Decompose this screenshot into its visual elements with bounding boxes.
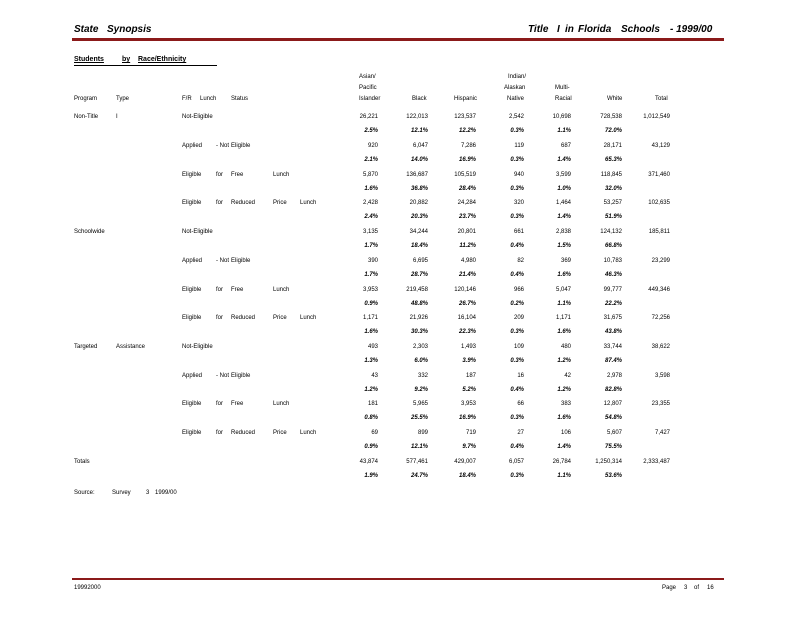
source-label: Source: (74, 490, 95, 496)
cell-count: 82 (517, 258, 524, 264)
cell-count: 1,171 (555, 315, 571, 321)
cell-count: 369 (560, 258, 571, 264)
row-status-part: Not-Eligible (182, 229, 213, 235)
report-title-year: - 1999/00 (670, 24, 713, 35)
cell-count: 16,104 (457, 315, 476, 321)
row-status-part: Reduced (231, 315, 256, 321)
cell-count: 5,047 (555, 287, 571, 293)
row-status-part: Price (273, 200, 287, 206)
subheading-race: Race/Ethnicity (138, 56, 187, 63)
row-status-part: - Not (216, 373, 230, 379)
cell-count: 38,622 (651, 344, 670, 350)
col-indian-1: Indian/ (508, 74, 527, 80)
row-type: Assistance (116, 344, 146, 350)
source-name: Survey (112, 490, 131, 496)
cell-count: 187 (465, 373, 476, 379)
cell-percent: 0.3% (510, 473, 524, 479)
cell-percent: 51.9% (604, 214, 622, 220)
row-status-part: Applied (182, 143, 203, 149)
cell-count: 3,953 (362, 287, 378, 293)
cell-count: 371,460 (648, 172, 670, 178)
cell-count: 966 (513, 287, 524, 293)
row-program: Schoolwide (74, 229, 105, 235)
source-year: 1999/00 (155, 490, 177, 496)
cell-count: 920 (367, 143, 378, 149)
source-num: 3 (146, 490, 150, 496)
col-total: Total (655, 96, 668, 102)
cell-percent: 65.3% (604, 157, 622, 163)
row-status-part: Reduced (231, 200, 256, 206)
cell-percent: 9.7% (462, 444, 476, 450)
cell-percent: 24.7% (410, 473, 428, 479)
row-status-part: Free (231, 172, 244, 178)
cell-percent: 0.3% (510, 128, 524, 134)
col-indian-3: Native (507, 96, 525, 102)
cell-count: 7,286 (460, 143, 476, 149)
cell-percent: 1.5% (557, 243, 571, 249)
row-status-part: Lunch (300, 315, 317, 321)
cell-count: 449,346 (648, 287, 670, 293)
cell-percent: 1.1% (557, 473, 571, 479)
cell-count: 2,333,487 (643, 459, 670, 465)
cell-count: 43 (371, 373, 378, 379)
row-status-part: Price (273, 315, 287, 321)
cell-count: 2,428 (362, 200, 378, 206)
row-status-part: for (216, 430, 224, 436)
col-asian-2: Pacific (359, 85, 377, 91)
cell-count: 124,132 (600, 229, 622, 235)
cell-percent: 25.5% (410, 415, 428, 421)
cell-count: 390 (367, 258, 378, 264)
cell-count: 23,299 (651, 258, 670, 264)
row-program: Non-Title (74, 114, 99, 120)
cell-percent: 12.2% (458, 128, 476, 134)
row-status-part: Eligible (182, 401, 202, 407)
col-hispanic: Hispanic (454, 96, 478, 102)
footer-page-label: Page (662, 585, 677, 591)
cell-count: 3,598 (654, 373, 670, 379)
cell-percent: 1.1% (557, 301, 571, 307)
cell-percent: 11.2% (459, 243, 476, 249)
col-multi-2: Racial (555, 96, 572, 102)
cell-count: 43,129 (651, 143, 670, 149)
cell-count: 109 (513, 344, 524, 350)
cell-count: 577,461 (406, 459, 428, 465)
cell-percent: 1.6% (364, 186, 378, 192)
cell-count: 136,687 (406, 172, 428, 178)
cell-count: 3,135 (362, 229, 378, 235)
footer-of: of (694, 585, 700, 591)
cell-percent: 16.9% (458, 415, 476, 421)
cell-percent: 0.3% (510, 214, 524, 220)
cell-percent: 0.3% (510, 329, 524, 335)
cell-count: 181 (367, 401, 378, 407)
col-type: Type (116, 96, 130, 102)
subheading-students: Students (74, 56, 104, 63)
footer-page-total: 16 (707, 585, 714, 591)
row-status-part: Applied (182, 258, 203, 264)
subheading-by: by (122, 56, 131, 63)
cell-count: 2,542 (508, 114, 524, 120)
row-status-part: for (216, 200, 224, 206)
cell-count: 7,427 (654, 430, 670, 436)
cell-percent: 2.5% (364, 128, 378, 134)
cell-count: 6,057 (508, 459, 524, 465)
col-black: Black (412, 96, 427, 102)
cell-percent: 0.3% (510, 415, 524, 421)
cell-percent: 30.3% (410, 329, 428, 335)
cell-count: 119 (514, 143, 524, 149)
row-status-part: Reduced (231, 430, 256, 436)
cell-percent: 66.8% (604, 243, 622, 249)
cell-count: 5,870 (362, 172, 378, 178)
cell-count: 3,953 (460, 401, 476, 407)
cell-percent: 2.4% (364, 214, 378, 220)
col-multi-1: Multi- (555, 85, 570, 91)
cell-count: 2,978 (606, 373, 622, 379)
cell-count: 1,493 (460, 344, 476, 350)
cell-percent: 0.3% (510, 358, 524, 364)
report-title-synopsis: Synopsis (107, 24, 152, 35)
cell-percent: 43.8% (604, 329, 622, 335)
row-status-part: - Not (216, 258, 230, 264)
cell-count: 21,926 (409, 315, 428, 321)
cell-count: 2,838 (555, 229, 571, 235)
cell-count: 66 (517, 401, 524, 407)
cell-count: 72,256 (651, 315, 670, 321)
cell-percent: 0.9% (364, 301, 378, 307)
cell-count: 20,801 (457, 229, 476, 235)
col-asian-3: Islander (359, 96, 381, 102)
row-status-part: Eligible (231, 258, 251, 264)
footer-page-num: 3 (684, 585, 688, 591)
row-status-part: for (216, 287, 224, 293)
cell-count: 493 (367, 344, 378, 350)
row-status-part: Not-Eligible (182, 344, 213, 350)
report-title-schools: Schools (621, 24, 660, 35)
cell-count: 209 (513, 315, 524, 321)
cell-count: 102,635 (648, 200, 670, 206)
cell-percent: 1.6% (557, 415, 571, 421)
row-status-part: Eligible (182, 200, 202, 206)
cell-count: 4,980 (460, 258, 476, 264)
cell-percent: 72.0% (604, 128, 622, 134)
cell-percent: 1.3% (364, 358, 378, 364)
col-status-status: Status (231, 96, 249, 102)
cell-percent: 48.8% (410, 301, 428, 307)
cell-percent: 3.9% (462, 358, 476, 364)
row-status-part: Price (273, 430, 287, 436)
cell-count: 26,221 (359, 114, 378, 120)
cell-count: 185,811 (648, 229, 670, 235)
cell-count: 661 (513, 229, 524, 235)
cell-percent: 87.4% (604, 358, 622, 364)
row-status-part: Lunch (273, 172, 290, 178)
cell-count: 2,303 (412, 344, 428, 350)
row-status-part: Free (231, 401, 244, 407)
report-title-in: in (565, 24, 574, 35)
cell-count: 332 (417, 373, 428, 379)
col-indian-2: Alaskan (504, 85, 526, 91)
cell-percent: 0.4% (510, 272, 524, 278)
cell-count: 16 (517, 373, 524, 379)
cell-count: 6,047 (412, 143, 428, 149)
cell-percent: 2.1% (364, 157, 378, 163)
cell-count: 383 (560, 401, 571, 407)
cell-count: 33,744 (603, 344, 622, 350)
cell-count: 122,013 (406, 114, 428, 120)
cell-percent: 28.7% (410, 272, 428, 278)
cell-count: 42 (564, 373, 571, 379)
subheading-underline (74, 65, 217, 66)
cell-percent: 1.4% (557, 214, 571, 220)
cell-percent: 1.9% (364, 473, 378, 479)
row-status-part: Lunch (273, 401, 290, 407)
cell-count: 43,874 (359, 459, 378, 465)
cell-count: 28,171 (603, 143, 622, 149)
row-status-part: for (216, 172, 224, 178)
col-program: Program (74, 96, 98, 102)
cell-percent: 23.7% (458, 214, 476, 220)
cell-count: 1,464 (555, 200, 571, 206)
cell-count: 120,146 (454, 287, 476, 293)
cell-percent: 53.6% (604, 473, 622, 479)
cell-count: 24,284 (457, 200, 476, 206)
row-status-part: Eligible (182, 430, 202, 436)
cell-count: 3,599 (555, 172, 571, 178)
cell-count: 34,244 (409, 229, 428, 235)
cell-count: 320 (513, 200, 524, 206)
row-status-part: for (216, 401, 224, 407)
cell-percent: 1.2% (364, 387, 378, 393)
cell-count: 5,965 (412, 401, 428, 407)
cell-count: 728,538 (600, 114, 622, 120)
header-rule (72, 38, 724, 41)
cell-count: 6,695 (412, 258, 428, 264)
cell-percent: 14.0% (410, 157, 428, 163)
cell-percent: 0.2% (510, 301, 524, 307)
col-white: White (607, 96, 623, 102)
cell-count: 940 (513, 172, 524, 178)
row-status-part: Eligible (182, 287, 202, 293)
cell-percent: 6.0% (414, 358, 428, 364)
cell-count: 429,007 (454, 459, 476, 465)
cell-percent: 54.8% (604, 415, 622, 421)
cell-count: 27 (517, 430, 524, 436)
cell-count: 105,519 (454, 172, 476, 178)
cell-percent: 22.2% (604, 301, 622, 307)
row-status-part: Lunch (300, 200, 317, 206)
cell-percent: 1.7% (364, 243, 378, 249)
cell-count: 99,777 (603, 287, 622, 293)
cell-count: 10,783 (603, 258, 622, 264)
cell-count: 23,355 (651, 401, 670, 407)
col-status-lunch: Lunch (200, 96, 217, 102)
cell-percent: 12.1% (410, 128, 428, 134)
cell-count: 53,257 (603, 200, 622, 206)
row-status-part: Eligible (231, 143, 251, 149)
cell-percent: 36.8% (410, 186, 428, 192)
cell-percent: 20.3% (410, 214, 428, 220)
cell-percent: 18.4% (410, 243, 428, 249)
cell-percent: 1.2% (557, 387, 571, 393)
cell-count: 687 (560, 143, 571, 149)
cell-percent: 28.4% (458, 186, 476, 192)
row-status-part: Free (231, 287, 244, 293)
cell-percent: 1.4% (557, 444, 571, 450)
cell-percent: 21.4% (458, 272, 476, 278)
row-status-part: for (216, 315, 224, 321)
cell-count: 106 (560, 430, 571, 436)
cell-percent: 0.3% (510, 186, 524, 192)
cell-percent: 1.7% (364, 272, 378, 278)
report-title-florida: Florida (578, 24, 612, 35)
cell-percent: 1.6% (557, 272, 571, 278)
cell-count: 10,698 (552, 114, 571, 120)
cell-percent: 9.2% (414, 387, 428, 393)
row-status-part: Eligible (182, 315, 202, 321)
cell-percent: 32.0% (604, 186, 622, 192)
cell-percent: 0.9% (364, 444, 378, 450)
footer-date: 19992000 (74, 585, 101, 591)
cell-count: 219,458 (406, 287, 428, 293)
footer-rule (72, 578, 724, 580)
cell-count: 5,607 (606, 430, 622, 436)
cell-count: 1,171 (362, 315, 378, 321)
cell-percent: 1.6% (364, 329, 378, 335)
col-status-fr: F/R (182, 96, 192, 102)
cell-count: 123,537 (454, 114, 476, 120)
cell-count: 20,882 (409, 200, 428, 206)
cell-percent: 0.4% (510, 387, 524, 393)
cell-percent: 1.6% (557, 329, 571, 335)
cell-percent: 1.1% (557, 128, 571, 134)
cell-percent: 0.8% (364, 415, 378, 421)
cell-percent: 16.9% (458, 157, 476, 163)
row-status-part: Eligible (182, 172, 202, 178)
cell-percent: 0.3% (510, 157, 524, 163)
report-title-i: I (557, 24, 560, 35)
row-status-part: Applied (182, 373, 203, 379)
row-status-part: Eligible (231, 373, 251, 379)
cell-count: 69 (371, 430, 378, 436)
cell-count: 118,845 (600, 172, 622, 178)
cell-count: 1,250,314 (595, 459, 622, 465)
row-status-part: Lunch (273, 287, 290, 293)
cell-percent: 46.3% (604, 272, 622, 278)
cell-percent: 1.2% (557, 358, 571, 364)
row-program: Totals (74, 459, 90, 465)
cell-percent: 1.0% (557, 186, 571, 192)
cell-percent: 0.4% (510, 444, 524, 450)
cell-count: 480 (560, 344, 571, 350)
row-status-part: Lunch (300, 430, 317, 436)
cell-count: 31,675 (603, 315, 622, 321)
row-program: Targeted (74, 344, 98, 350)
cell-percent: 18.4% (458, 473, 476, 479)
row-status-part: - Not (216, 143, 230, 149)
cell-count: 719 (465, 430, 476, 436)
cell-count: 26,784 (552, 459, 571, 465)
cell-count: 899 (417, 430, 428, 436)
col-asian-1: Asian/ (359, 74, 376, 80)
cell-percent: 75.5% (604, 444, 622, 450)
report-title-state: State (74, 24, 99, 35)
cell-percent: 12.1% (410, 444, 428, 450)
row-type: I (116, 114, 118, 120)
cell-count: 1,012,549 (643, 114, 670, 120)
row-status-part: Not-Eligible (182, 114, 213, 120)
cell-percent: 22.3% (458, 329, 476, 335)
cell-percent: 26.7% (458, 301, 476, 307)
cell-count: 12,807 (603, 401, 622, 407)
cell-percent: 1.4% (557, 157, 571, 163)
cell-percent: 5.2% (462, 387, 476, 393)
cell-percent: 82.8% (604, 387, 622, 393)
cell-percent: 0.4% (510, 243, 524, 249)
report-title-title: Title (528, 24, 549, 35)
